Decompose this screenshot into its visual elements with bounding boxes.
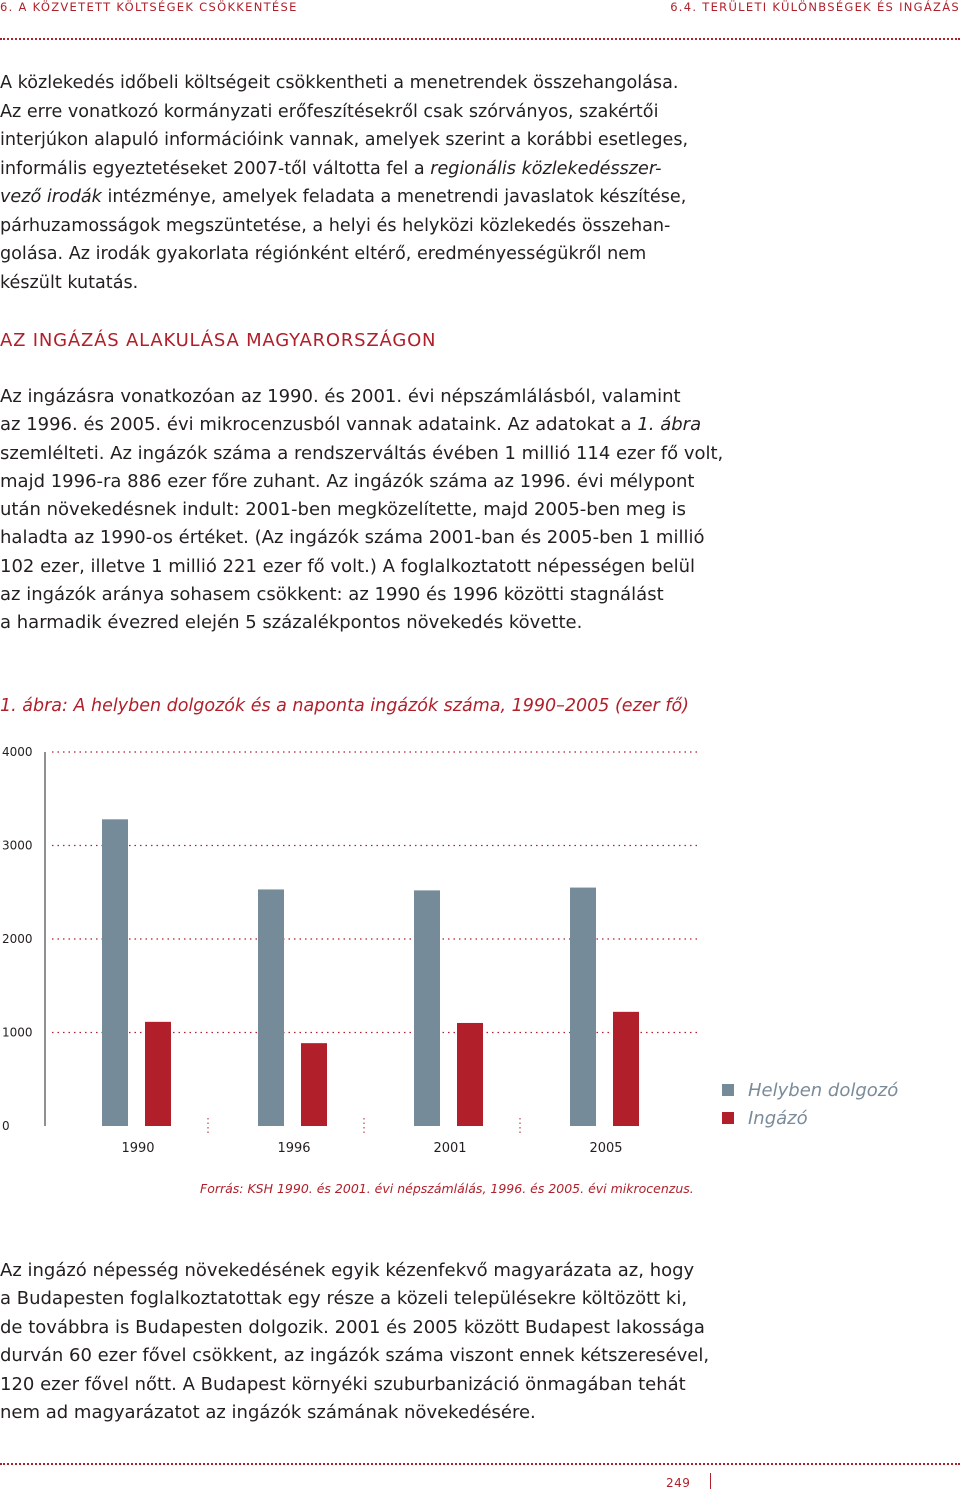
footer-divider	[0, 1463, 960, 1465]
text-line: az ingázók aránya sohasem csökkent: az 1990 és 1996 közötti stagnálást	[0, 584, 664, 606]
chart-legend	[722, 1076, 898, 1132]
bar	[102, 819, 128, 1126]
text-line: a harmadik évezred elején 5 százalékpontos növekedés követte.	[0, 612, 583, 634]
bar	[457, 1023, 483, 1126]
text-line: Az ingázásra vonatkozóan az 1990. és 2001. évi népszámlálásból, valamint	[0, 386, 681, 407]
x-tick-label: 2001	[433, 1141, 467, 1156]
figure-reference: 1. ábra	[637, 414, 702, 436]
text-line: interjúkon alapuló információink vannak, amelyek szerint a korábbi esetleges,	[0, 130, 689, 150]
text-line: golása. Az irodák gyakorlata régiónként eltérő, eredményességükről nem	[0, 244, 647, 264]
paragraph-commuting	[0, 383, 724, 638]
text-line: szemlélteti. Az ingázók száma a rendszerváltás évében 1 millió 114 ezer fő volt,	[0, 442, 724, 464]
header-divider	[0, 38, 960, 40]
paragraph-explanation	[0, 1257, 710, 1427]
text-line	[0, 411, 700, 439]
legend-label: Helyben dolgozó	[748, 1079, 899, 1101]
y-tick-label: 3000	[2, 838, 33, 853]
y-tick-label: 1000	[2, 1025, 33, 1040]
bar	[613, 1012, 639, 1126]
text-line: durván 60 ezer fővel csökkent, az ingázók száma viszont ennek kétszeresével,	[0, 1345, 710, 1367]
section-heading: AZ INGÁZÁS ALAKULÁSA MAGYARORSZÁGON	[0, 330, 437, 351]
legend-item-helyben	[722, 1076, 898, 1104]
footer-tick	[710, 1473, 711, 1489]
bar	[414, 890, 440, 1126]
legend-swatch	[722, 1084, 734, 1096]
emphasis-text: vező irodák	[0, 187, 102, 207]
figure-caption: 1. ábra: A helyben dolgozók és a naponta ingázók száma, 1990–2005 (ezer fő)	[0, 696, 689, 716]
text-run: informális egyeztetéseket 2007-től váltotta fel a	[0, 158, 431, 179]
y-tick-label: 2000	[2, 932, 33, 946]
text-line: Az erre vonatkozó kormányzati erőfeszítésekről csak szórványos, szakértői	[0, 101, 659, 122]
bar-chart	[0, 740, 710, 1160]
running-header-section: 6.4. TERÜLETI KÜLÖNBSÉGEK ÉS INGÁZÁS	[670, 0, 960, 14]
text-run: az 1996. és 2005. évi mikrocenzusból vannak adataink. Az adatokat a	[0, 414, 638, 436]
legend-swatch	[722, 1112, 734, 1124]
text-line: nem ad magyarázatot az ingázók számának növekedésére.	[0, 1402, 536, 1424]
y-tick-label: 4000	[2, 745, 33, 759]
text-line: haladta az 1990-os értéket. (Az ingázók száma 2001-ban és 2005-ben 1 millió	[0, 527, 705, 549]
text-line: Az ingázó népesség növekedésének egyik kézenfekvő magyarázata az, hogy	[0, 1260, 695, 1281]
legend-label: Ingázó	[748, 1107, 808, 1129]
text-line: a Budapesten foglalkoztatottak egy része a közeli településekre költözött ki,	[0, 1288, 688, 1310]
text-line: készült kutatás.	[0, 272, 139, 293]
text-line	[0, 183, 700, 212]
text-line: A közlekedés időbeli költségeit csökkentheti a menetrendek összehangolása.	[0, 73, 679, 93]
paragraph-intro	[0, 69, 700, 297]
bar	[570, 888, 596, 1126]
y-tick-label: 0	[2, 1119, 10, 1133]
text-line: párhuzamosságok megszüntetése, a helyi és helyközi közlekedés összehan-	[0, 215, 671, 236]
x-tick-label: 1990	[121, 1141, 155, 1156]
bar	[258, 889, 284, 1126]
text-run: intézménye, amelyek feladata a menetrendi javaslatok készítése,	[101, 187, 687, 207]
text-line: de továbbra is Budapesten dolgozik. 2001 és 2005 között Budapest lakossága	[0, 1316, 705, 1338]
page-number: 249	[666, 1476, 691, 1490]
text-line: 102 ezer, illetve 1 millió 221 ezer fő volt.) A foglalkoztatott népességen belül	[0, 555, 696, 577]
text-line	[0, 155, 700, 184]
x-tick-label: 2005	[589, 1141, 623, 1156]
text-line: 120 ezer fővel nőtt. A Budapest környéki szuburbanizáció önmagában tehát	[0, 1373, 686, 1395]
source-note: Forrás: KSH 1990. és 2001. évi népszámlálás, 1996. és 2005. évi mikrocenzus.	[200, 1181, 694, 1196]
bar	[145, 1022, 171, 1126]
running-header-chapter: 6. A KÖZVETETT KÖLTSÉGEK CSÖKKENTÉSE	[0, 0, 298, 14]
emphasis-text: regionális közlekedésszer-	[430, 158, 662, 179]
text-line: után növekedésnek indult: 2001-ben megközelítette, majd 2005-ben meg is	[0, 499, 687, 521]
text-line: majd 1996-ra 886 ezer főre zuhant. Az ingázók száma az 1996. évi mélypont	[0, 470, 695, 492]
legend-item-ingazo	[722, 1104, 898, 1132]
bar	[301, 1043, 327, 1126]
x-tick-label: 1996	[277, 1141, 311, 1156]
